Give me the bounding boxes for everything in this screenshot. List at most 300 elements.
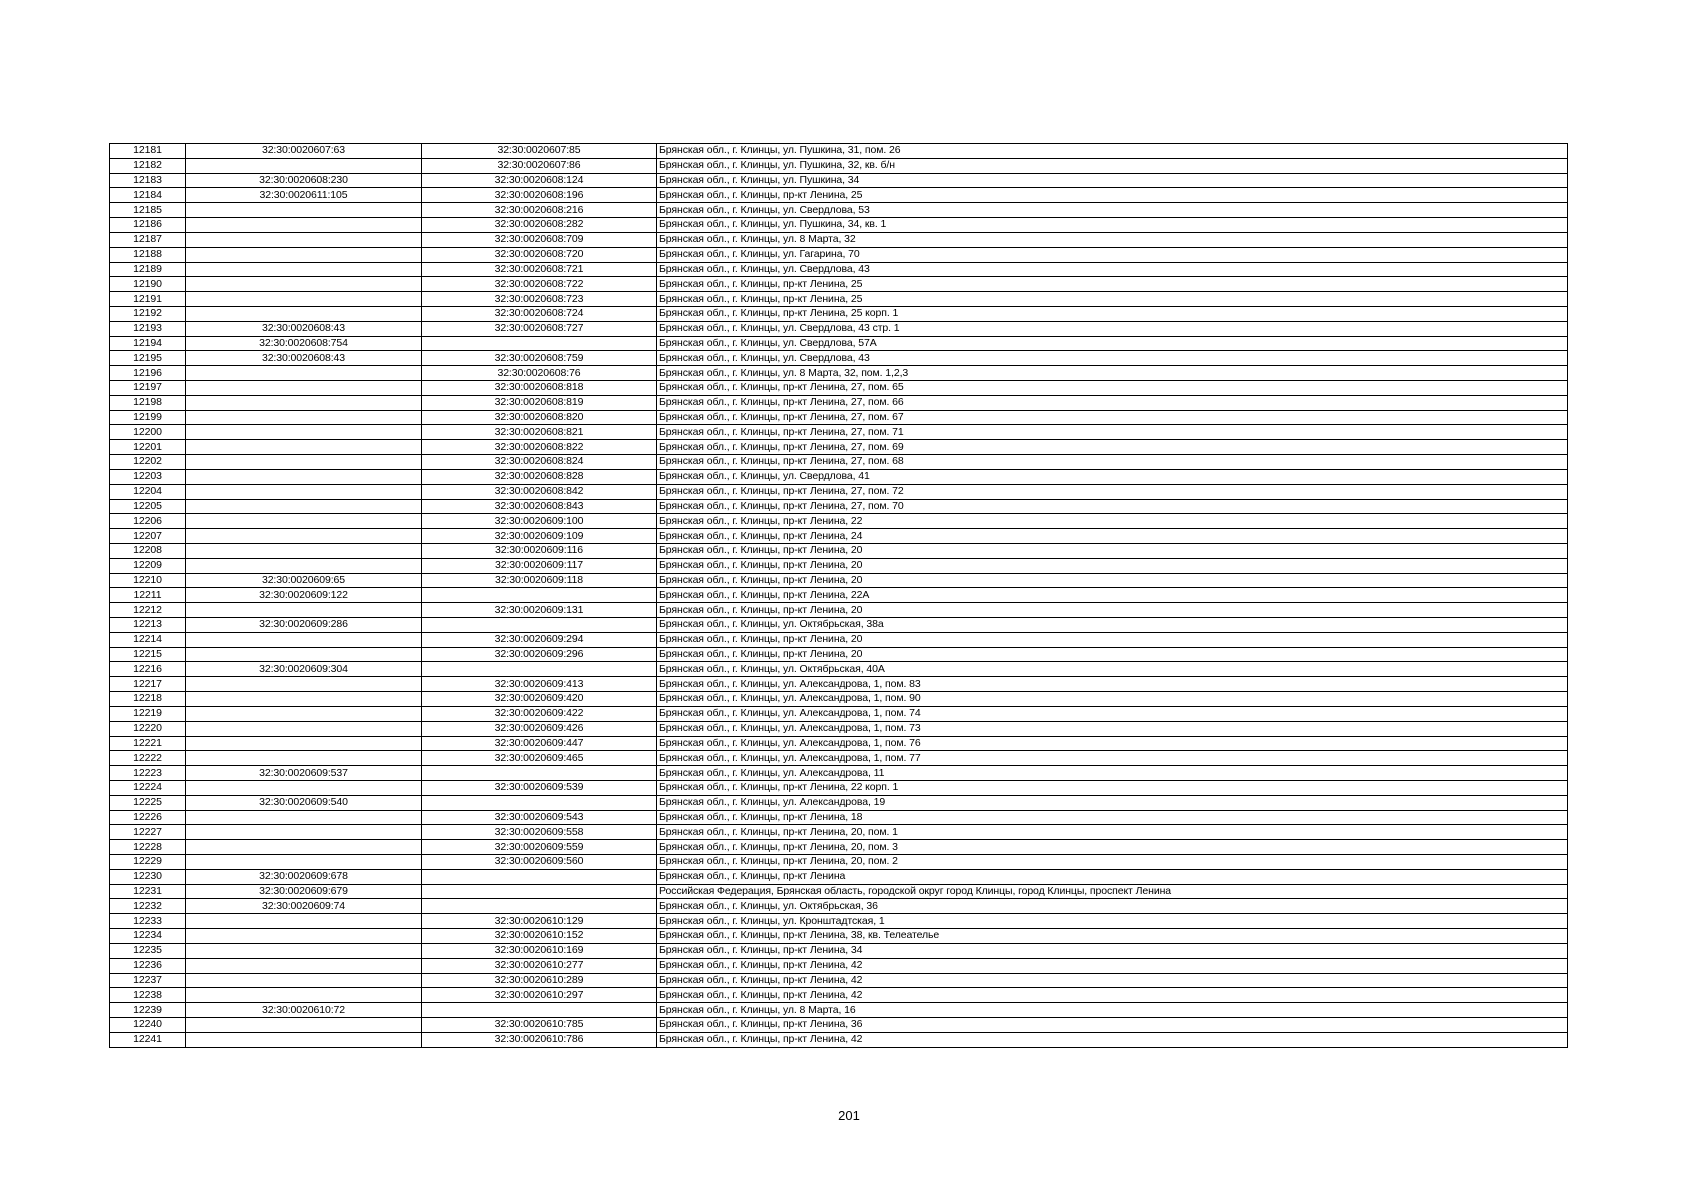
cadastral-number-2-cell: [422, 884, 657, 899]
row-number-cell: 12190: [110, 277, 186, 292]
address-cell: Брянская обл., г. Клинцы, пр-кт Ленина, 38, кв. Телеателье: [657, 929, 1568, 944]
address-cell: Брянская обл., г. Клинцы, пр-кт Ленина, 42: [657, 958, 1568, 973]
cadastral-number-1-cell: [186, 929, 422, 944]
cadastral-number-1-cell: [186, 499, 422, 514]
table-row: [110, 973, 1568, 988]
cadastral-number-1-cell: 32:30:0020609:679: [186, 884, 422, 899]
address-cell: Брянская обл., г. Клинцы, пр-кт Ленина, 27, пом. 70: [657, 499, 1568, 514]
address-cell: Брянская обл., г. Клинцы, пр-кт Ленина: [657, 869, 1568, 884]
cadastral-number-1-cell: [186, 292, 422, 307]
address-cell: Брянская обл., г. Клинцы, ул. Свердлова, 43 стр. 1: [657, 321, 1568, 336]
cadastral-number-2-cell: 32:30:0020609:422: [422, 706, 657, 721]
table-row: [110, 766, 1568, 781]
cadastral-number-2-cell: 32:30:0020609:558: [422, 825, 657, 840]
row-number-cell: 12184: [110, 188, 186, 203]
table-row: [110, 988, 1568, 1003]
address-cell: Брянская обл., г. Клинцы, ул. 8 Марта, 32, пом. 1,2,3: [657, 366, 1568, 381]
address-cell: Брянская обл., г. Клинцы, ул. Свердлова, 53: [657, 203, 1568, 218]
cadastral-number-2-cell: [422, 766, 657, 781]
cadastral-number-1-cell: [186, 632, 422, 647]
cadastral-number-1-cell: 32:30:0020608:754: [186, 336, 422, 351]
cadastral-number-1-cell: [186, 810, 422, 825]
cadastral-number-2-cell: 32:30:0020610:277: [422, 958, 657, 973]
row-number-cell: 12210: [110, 573, 186, 588]
cadastral-number-1-cell: [186, 262, 422, 277]
table-row: [110, 277, 1568, 292]
address-cell: Брянская обл., г. Клинцы, ул. Свердлова, 41: [657, 469, 1568, 484]
row-number-cell: 12206: [110, 514, 186, 529]
table-row: [110, 825, 1568, 840]
table-row: [110, 425, 1568, 440]
row-number-cell: 12228: [110, 840, 186, 855]
row-number-cell: 12202: [110, 455, 186, 470]
cadastral-number-2-cell: 32:30:0020608:722: [422, 277, 657, 292]
cadastral-number-1-cell: [186, 855, 422, 870]
address-cell: Брянская обл., г. Клинцы, пр-кт Ленина, 25: [657, 292, 1568, 307]
table-row: [110, 751, 1568, 766]
table-row: [110, 943, 1568, 958]
cadastral-number-1-cell: [186, 247, 422, 262]
cadastral-number-2-cell: 32:30:0020609:131: [422, 603, 657, 618]
cadastral-number-1-cell: [186, 706, 422, 721]
address-cell: Брянская обл., г. Клинцы, пр-кт Ленина, 24: [657, 529, 1568, 544]
row-number-cell: 12216: [110, 662, 186, 677]
cadastral-number-2-cell: 32:30:0020608:759: [422, 351, 657, 366]
table-row: [110, 958, 1568, 973]
cadastral-number-1-cell: [186, 440, 422, 455]
address-cell: Брянская обл., г. Клинцы, пр-кт Ленина, 27, пом. 66: [657, 395, 1568, 410]
row-number-cell: 12199: [110, 410, 186, 425]
cadastral-number-1-cell: [186, 381, 422, 396]
address-cell: Брянская обл., г. Клинцы, ул. Александрова, 1, пом. 90: [657, 692, 1568, 707]
address-cell: Брянская обл., г. Клинцы, ул. Пушкина, 34: [657, 173, 1568, 188]
cadastral-number-1-cell: [186, 366, 422, 381]
address-cell: Брянская обл., г. Клинцы, пр-кт Ленина, 20, пом. 2: [657, 855, 1568, 870]
cadastral-number-2-cell: 32:30:0020609:560: [422, 855, 657, 870]
address-cell: Брянская обл., г. Клинцы, ул. Александрова, 1, пом. 73: [657, 721, 1568, 736]
table-row: [110, 721, 1568, 736]
table-row: [110, 188, 1568, 203]
table-row: [110, 203, 1568, 218]
address-cell: Брянская обл., г. Клинцы, пр-кт Ленина, 22А: [657, 588, 1568, 603]
row-number-cell: 12213: [110, 618, 186, 633]
row-number-cell: 12220: [110, 721, 186, 736]
row-number-cell: 12204: [110, 484, 186, 499]
table-row: [110, 484, 1568, 499]
address-cell: Российская Федерация, Брянская область, городской округ город Клинцы, город Клинцы, проспект Ленина: [657, 884, 1568, 899]
cadastral-number-2-cell: [422, 869, 657, 884]
table-row: [110, 440, 1568, 455]
address-cell: Брянская обл., г. Клинцы, ул. 8 Марта, 16: [657, 1003, 1568, 1018]
cadastral-number-1-cell: 32:30:0020609:286: [186, 618, 422, 633]
cadastral-table: [109, 143, 1568, 1048]
row-number-cell: 12226: [110, 810, 186, 825]
cadastral-number-2-cell: 32:30:0020609:109: [422, 529, 657, 544]
cadastral-number-1-cell: [186, 988, 422, 1003]
table-row: [110, 706, 1568, 721]
table-body: [110, 144, 1568, 1048]
cadastral-number-2-cell: 32:30:0020608:723: [422, 292, 657, 307]
row-number-cell: 12218: [110, 692, 186, 707]
address-cell: Брянская обл., г. Клинцы, пр-кт Ленина, 20: [657, 603, 1568, 618]
cadastral-number-1-cell: 32:30:0020608:230: [186, 173, 422, 188]
address-cell: Брянская обл., г. Клинцы, пр-кт Ленина, 27, пом. 67: [657, 410, 1568, 425]
row-number-cell: 12203: [110, 469, 186, 484]
cadastral-number-1-cell: [186, 410, 422, 425]
cadastral-number-2-cell: 32:30:0020608:842: [422, 484, 657, 499]
cadastral-number-1-cell: [186, 958, 422, 973]
row-number-cell: 12241: [110, 1032, 186, 1047]
address-cell: Брянская обл., г. Клинцы, пр-кт Ленина, 27, пом. 72: [657, 484, 1568, 499]
table-row: [110, 780, 1568, 795]
row-number-cell: 12236: [110, 958, 186, 973]
address-cell: Брянская обл., г. Клинцы, ул. Александрова, 19: [657, 795, 1568, 810]
cadastral-number-1-cell: [186, 825, 422, 840]
cadastral-number-2-cell: 32:30:0020608:216: [422, 203, 657, 218]
row-number-cell: 12196: [110, 366, 186, 381]
cadastral-number-2-cell: 32:30:0020608:727: [422, 321, 657, 336]
row-number-cell: 12191: [110, 292, 186, 307]
table-row: [110, 1017, 1568, 1032]
row-number-cell: 12235: [110, 943, 186, 958]
row-number-cell: 12185: [110, 203, 186, 218]
cadastral-number-1-cell: [186, 395, 422, 410]
row-number-cell: 12214: [110, 632, 186, 647]
address-cell: Брянская обл., г. Клинцы, ул. 8 Марта, 32: [657, 232, 1568, 247]
address-cell: Брянская обл., г. Клинцы, пр-кт Ленина, 25: [657, 188, 1568, 203]
cadastral-number-1-cell: [186, 543, 422, 558]
address-cell: Брянская обл., г. Клинцы, ул. Пушкина, 34, кв. 1: [657, 218, 1568, 233]
address-cell: Брянская обл., г. Клинцы, ул. Октябрьская, 38а: [657, 618, 1568, 633]
address-cell: Брянская обл., г. Клинцы, ул. Гагарина, 70: [657, 247, 1568, 262]
row-number-cell: 12221: [110, 736, 186, 751]
table-row: [110, 529, 1568, 544]
table-row: [110, 499, 1568, 514]
address-cell: Брянская обл., г. Клинцы, пр-кт Ленина, 20: [657, 573, 1568, 588]
table-row: [110, 321, 1568, 336]
cadastral-number-2-cell: 32:30:0020608:843: [422, 499, 657, 514]
cadastral-number-1-cell: [186, 484, 422, 499]
cadastral-number-1-cell: [186, 218, 422, 233]
row-number-cell: 12217: [110, 677, 186, 692]
cadastral-number-1-cell: [186, 840, 422, 855]
cadastral-number-2-cell: 32:30:0020609:543: [422, 810, 657, 825]
cadastral-number-2-cell: 32:30:0020609:117: [422, 558, 657, 573]
address-cell: Брянская обл., г. Клинцы, пр-кт Ленина, 20, пом. 3: [657, 840, 1568, 855]
row-number-cell: 12209: [110, 558, 186, 573]
cadastral-number-2-cell: 32:30:0020609:116: [422, 543, 657, 558]
row-number-cell: 12211: [110, 588, 186, 603]
cadastral-number-1-cell: [186, 455, 422, 470]
cadastral-number-2-cell: 32:30:0020608:818: [422, 381, 657, 396]
row-number-cell: 12197: [110, 381, 186, 396]
table-row: [110, 292, 1568, 307]
row-number-cell: 12229: [110, 855, 186, 870]
table-row: [110, 736, 1568, 751]
row-number-cell: 12194: [110, 336, 186, 351]
row-number-cell: 12222: [110, 751, 186, 766]
cadastral-number-1-cell: 32:30:0020611:105: [186, 188, 422, 203]
table-row: [110, 262, 1568, 277]
cadastral-number-1-cell: [186, 780, 422, 795]
address-cell: Брянская обл., г. Клинцы, ул. Октябрьская, 40А: [657, 662, 1568, 677]
cadastral-number-2-cell: 32:30:0020609:118: [422, 573, 657, 588]
table-row: [110, 351, 1568, 366]
cadastral-number-1-cell: 32:30:0020609:122: [186, 588, 422, 603]
row-number-cell: 12238: [110, 988, 186, 1003]
table-row: [110, 603, 1568, 618]
table-row: [110, 588, 1568, 603]
table-row: [110, 395, 1568, 410]
cadastral-number-2-cell: 32:30:0020610:129: [422, 914, 657, 929]
cadastral-number-1-cell: 32:30:0020609:537: [186, 766, 422, 781]
cadastral-number-2-cell: 32:30:0020609:447: [422, 736, 657, 751]
table-row: [110, 543, 1568, 558]
address-cell: Брянская обл., г. Клинцы, ул. Пушкина, 32, кв. б/н: [657, 158, 1568, 173]
row-number-cell: 12237: [110, 973, 186, 988]
cadastral-number-2-cell: 32:30:0020608:721: [422, 262, 657, 277]
table-row: [110, 306, 1568, 321]
cadastral-number-2-cell: 32:30:0020608:724: [422, 306, 657, 321]
table-row: [110, 410, 1568, 425]
cadastral-number-1-cell: [186, 973, 422, 988]
cadastral-number-2-cell: 32:30:0020607:86: [422, 158, 657, 173]
cadastral-number-1-cell: [186, 203, 422, 218]
row-number-cell: 12231: [110, 884, 186, 899]
row-number-cell: 12183: [110, 173, 186, 188]
cadastral-number-2-cell: 32:30:0020610:786: [422, 1032, 657, 1047]
row-number-cell: 12212: [110, 603, 186, 618]
row-number-cell: 12186: [110, 218, 186, 233]
cadastral-number-2-cell: 32:30:0020609:296: [422, 647, 657, 662]
row-number-cell: 12192: [110, 306, 186, 321]
cadastral-number-2-cell: 32:30:0020609:465: [422, 751, 657, 766]
cadastral-number-2-cell: 32:30:0020609:413: [422, 677, 657, 692]
cadastral-number-2-cell: 32:30:0020608:76: [422, 366, 657, 381]
cadastral-number-1-cell: [186, 425, 422, 440]
cadastral-number-2-cell: 32:30:0020608:124: [422, 173, 657, 188]
row-number-cell: 12198: [110, 395, 186, 410]
cadastral-number-1-cell: 32:30:0020608:43: [186, 351, 422, 366]
cadastral-number-2-cell: 32:30:0020609:539: [422, 780, 657, 795]
cadastral-number-2-cell: 32:30:0020610:297: [422, 988, 657, 1003]
row-number-cell: 12187: [110, 232, 186, 247]
cadastral-number-1-cell: [186, 158, 422, 173]
cadastral-number-2-cell: 32:30:0020610:152: [422, 929, 657, 944]
address-cell: Брянская обл., г. Клинцы, пр-кт Ленина, 42: [657, 973, 1568, 988]
cadastral-number-1-cell: [186, 529, 422, 544]
row-number-cell: 12234: [110, 929, 186, 944]
cadastral-number-2-cell: 32:30:0020608:709: [422, 232, 657, 247]
table-row: [110, 558, 1568, 573]
table-row: [110, 647, 1568, 662]
table-row: [110, 469, 1568, 484]
row-number-cell: 12219: [110, 706, 186, 721]
address-cell: Брянская обл., г. Клинцы, пр-кт Ленина, 42: [657, 1032, 1568, 1047]
cadastral-number-1-cell: [186, 603, 422, 618]
address-cell: Брянская обл., г. Клинцы, пр-кт Ленина, 22 корп. 1: [657, 780, 1568, 795]
cadastral-number-1-cell: [186, 721, 422, 736]
address-cell: Брянская обл., г. Клинцы, пр-кт Ленина, 20: [657, 558, 1568, 573]
address-cell: Брянская обл., г. Клинцы, пр-кт Ленина, 27, пом. 69: [657, 440, 1568, 455]
cadastral-number-1-cell: [186, 751, 422, 766]
row-number-cell: 12207: [110, 529, 186, 544]
cadastral-number-1-cell: [186, 514, 422, 529]
cadastral-number-1-cell: [186, 677, 422, 692]
row-number-cell: 12233: [110, 914, 186, 929]
address-cell: Брянская обл., г. Клинцы, пр-кт Ленина, 25: [657, 277, 1568, 292]
address-cell: Брянская обл., г. Клинцы, пр-кт Ленина, 27, пом. 68: [657, 455, 1568, 470]
table-row: [110, 692, 1568, 707]
row-number-cell: 12181: [110, 144, 186, 159]
table-row: [110, 810, 1568, 825]
cadastral-number-1-cell: 32:30:0020609:678: [186, 869, 422, 884]
row-number-cell: 12200: [110, 425, 186, 440]
cadastral-number-1-cell: [186, 232, 422, 247]
table-row: [110, 144, 1568, 159]
cadastral-number-1-cell: [186, 736, 422, 751]
cadastral-number-2-cell: 32:30:0020609:100: [422, 514, 657, 529]
address-cell: Брянская обл., г. Клинцы, ул. Александрова, 1, пом. 76: [657, 736, 1568, 751]
table-row: [110, 677, 1568, 692]
table-row: [110, 855, 1568, 870]
row-number-cell: 12239: [110, 1003, 186, 1018]
address-cell: Брянская обл., г. Клинцы, ул. Свердлова, 57А: [657, 336, 1568, 351]
address-cell: Брянская обл., г. Клинцы, ул. Александрова, 11: [657, 766, 1568, 781]
table-row: [110, 366, 1568, 381]
cadastral-number-2-cell: 32:30:0020608:196: [422, 188, 657, 203]
cadastral-number-1-cell: 32:30:0020609:540: [186, 795, 422, 810]
cadastral-number-2-cell: 32:30:0020608:824: [422, 455, 657, 470]
cadastral-number-2-cell: 32:30:0020609:294: [422, 632, 657, 647]
row-number-cell: 12182: [110, 158, 186, 173]
row-number-cell: 12225: [110, 795, 186, 810]
table-row: [110, 840, 1568, 855]
address-cell: Брянская обл., г. Клинцы, ул. Свердлова, 43: [657, 351, 1568, 366]
row-number-cell: 12223: [110, 766, 186, 781]
table-row: [110, 899, 1568, 914]
address-cell: Брянская обл., г. Клинцы, пр-кт Ленина, 20, пом. 1: [657, 825, 1568, 840]
row-number-cell: 12195: [110, 351, 186, 366]
address-cell: Брянская обл., г. Клинцы, пр-кт Ленина, 20: [657, 632, 1568, 647]
cadastral-number-2-cell: 32:30:0020608:821: [422, 425, 657, 440]
table-row: [110, 232, 1568, 247]
table-row: [110, 455, 1568, 470]
table-row: [110, 173, 1568, 188]
address-cell: Брянская обл., г. Клинцы, ул. Александрова, 1, пом. 83: [657, 677, 1568, 692]
cadastral-number-1-cell: [186, 1032, 422, 1047]
address-cell: Брянская обл., г. Клинцы, пр-кт Ленина, 25 корп. 1: [657, 306, 1568, 321]
cadastral-number-1-cell: 32:30:0020607:63: [186, 144, 422, 159]
row-number-cell: 12240: [110, 1017, 186, 1032]
cadastral-number-1-cell: 32:30:0020609:65: [186, 573, 422, 588]
cadastral-number-2-cell: [422, 662, 657, 677]
cadastral-number-2-cell: 32:30:0020607:85: [422, 144, 657, 159]
cadastral-number-2-cell: 32:30:0020610:169: [422, 943, 657, 958]
row-number-cell: 12224: [110, 780, 186, 795]
cadastral-number-1-cell: 32:30:0020608:43: [186, 321, 422, 336]
row-number-cell: 12232: [110, 899, 186, 914]
cadastral-number-1-cell: [186, 558, 422, 573]
table-row: [110, 218, 1568, 233]
address-cell: Брянская обл., г. Клинцы, ул. Пушкина, 31, пом. 26: [657, 144, 1568, 159]
address-cell: Брянская обл., г. Клинцы, ул. Александрова, 1, пом. 74: [657, 706, 1568, 721]
table-row: [110, 336, 1568, 351]
cadastral-number-2-cell: 32:30:0020609:420: [422, 692, 657, 707]
cadastral-number-2-cell: 32:30:0020610:785: [422, 1017, 657, 1032]
cadastral-number-1-cell: [186, 306, 422, 321]
row-number-cell: 12215: [110, 647, 186, 662]
cadastral-number-2-cell: [422, 795, 657, 810]
cadastral-number-1-cell: [186, 943, 422, 958]
table-row: [110, 1032, 1568, 1047]
cadastral-number-1-cell: 32:30:0020609:304: [186, 662, 422, 677]
address-cell: Брянская обл., г. Клинцы, пр-кт Ленина, 20: [657, 543, 1568, 558]
cadastral-number-2-cell: [422, 618, 657, 633]
row-number-cell: 12193: [110, 321, 186, 336]
address-cell: Брянская обл., г. Клинцы, ул. Александрова, 1, пом. 77: [657, 751, 1568, 766]
table-row: [110, 795, 1568, 810]
cadastral-number-2-cell: 32:30:0020608:820: [422, 410, 657, 425]
cadastral-number-1-cell: 32:30:0020610:72: [186, 1003, 422, 1018]
cadastral-number-2-cell: 32:30:0020608:282: [422, 218, 657, 233]
cadastral-number-2-cell: 32:30:0020608:819: [422, 395, 657, 410]
cadastral-number-1-cell: 32:30:0020609:74: [186, 899, 422, 914]
table-row: [110, 662, 1568, 677]
row-number-cell: 12189: [110, 262, 186, 277]
table-row: [110, 632, 1568, 647]
row-number-cell: 12230: [110, 869, 186, 884]
table-row: [110, 884, 1568, 899]
table-row: [110, 247, 1568, 262]
cadastral-number-1-cell: [186, 647, 422, 662]
cadastral-number-1-cell: [186, 277, 422, 292]
cadastral-number-1-cell: [186, 1017, 422, 1032]
cadastral-number-2-cell: [422, 336, 657, 351]
address-cell: Брянская обл., г. Клинцы, пр-кт Ленина, 42: [657, 988, 1568, 1003]
address-cell: Брянская обл., г. Клинцы, пр-кт Ленина, 22: [657, 514, 1568, 529]
table-row: [110, 573, 1568, 588]
cadastral-number-2-cell: [422, 588, 657, 603]
cadastral-number-1-cell: [186, 914, 422, 929]
address-cell: Брянская обл., г. Клинцы, пр-кт Ленина, 36: [657, 1017, 1568, 1032]
cadastral-number-2-cell: 32:30:0020609:426: [422, 721, 657, 736]
address-cell: Брянская обл., г. Клинцы, пр-кт Ленина, 18: [657, 810, 1568, 825]
row-number-cell: 12208: [110, 543, 186, 558]
table-row: [110, 158, 1568, 173]
address-cell: Брянская обл., г. Клинцы, ул. Свердлова, 43: [657, 262, 1568, 277]
cadastral-number-2-cell: 32:30:0020610:289: [422, 973, 657, 988]
cadastral-number-1-cell: [186, 692, 422, 707]
row-number-cell: 12201: [110, 440, 186, 455]
address-cell: Брянская обл., г. Клинцы, ул. Октябрьская, 36: [657, 899, 1568, 914]
address-cell: Брянская обл., г. Клинцы, пр-кт Ленина, 27, пом. 71: [657, 425, 1568, 440]
table-row: [110, 1003, 1568, 1018]
cadastral-number-2-cell: [422, 899, 657, 914]
cadastral-number-1-cell: [186, 469, 422, 484]
row-number-cell: 12188: [110, 247, 186, 262]
address-cell: Брянская обл., г. Клинцы, пр-кт Ленина, 27, пом. 65: [657, 381, 1568, 396]
cadastral-number-2-cell: 32:30:0020608:828: [422, 469, 657, 484]
table-row: [110, 914, 1568, 929]
row-number-cell: 12205: [110, 499, 186, 514]
cadastral-number-2-cell: [422, 1003, 657, 1018]
table-row: [110, 381, 1568, 396]
address-cell: Брянская обл., г. Клинцы, ул. Кронштадтская, 1: [657, 914, 1568, 929]
table-row: [110, 869, 1568, 884]
row-number-cell: 12227: [110, 825, 186, 840]
address-cell: Брянская обл., г. Клинцы, пр-кт Ленина, 34: [657, 943, 1568, 958]
